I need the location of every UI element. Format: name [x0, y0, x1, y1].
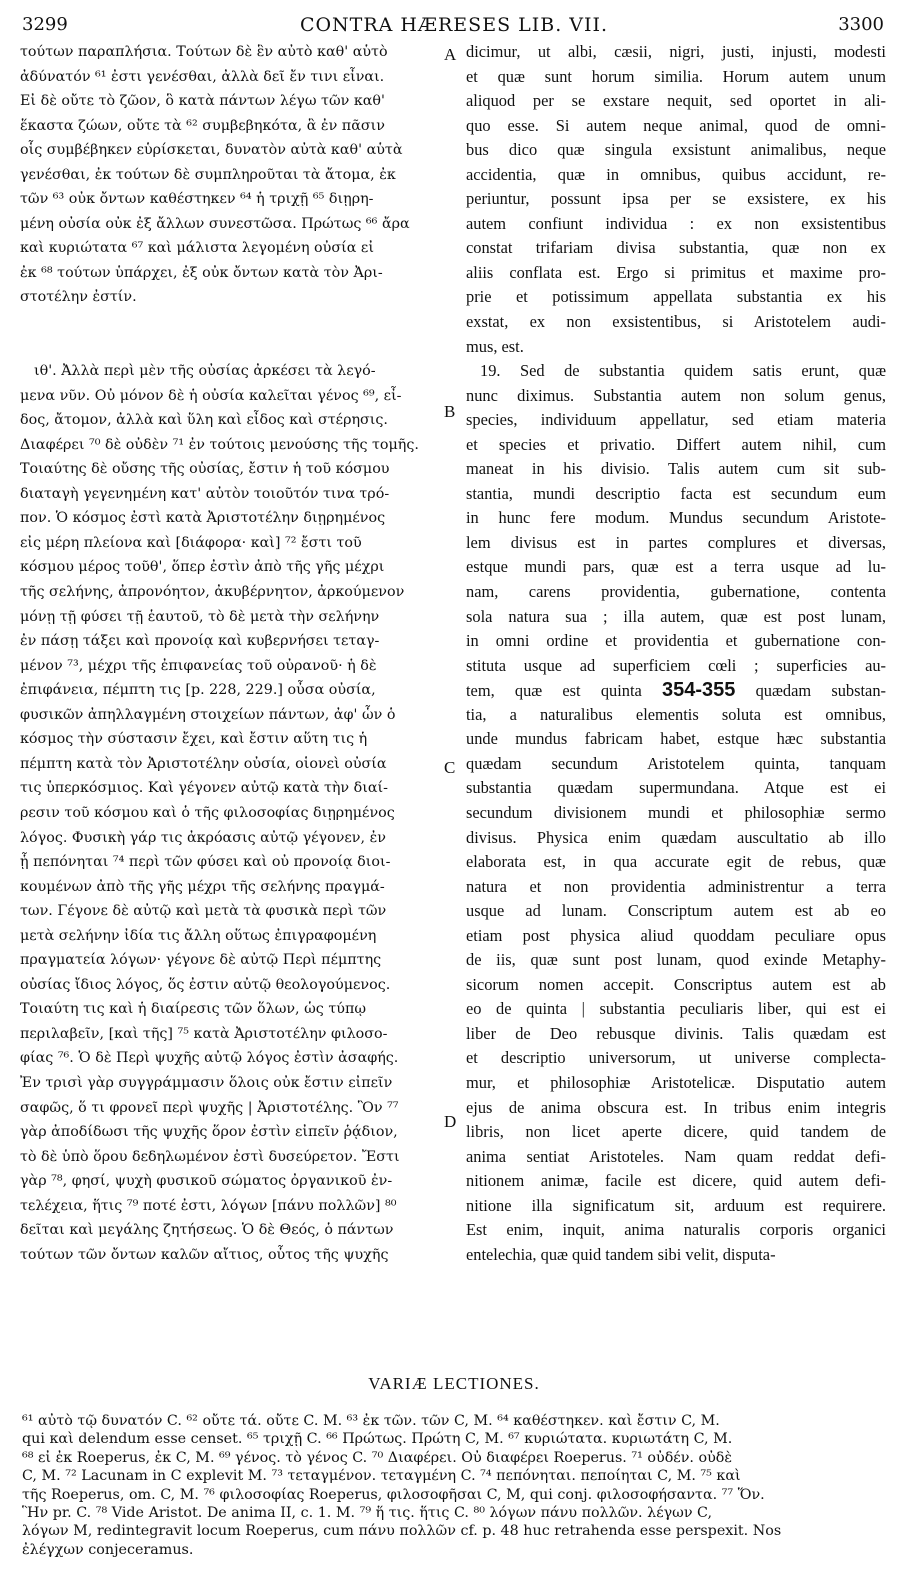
latin-text-line: et species et privatio. Differt autem nihil, cum — [466, 434, 886, 454]
latin-text-line: liber de Deo rebusque divinis. Talis quædam est — [466, 1023, 886, 1043]
latin-text-line: accidentia, quæ in omnibus, quibus accidunt, re- — [466, 164, 886, 184]
greek-text-line: γὰρ ⁷⁸, φησί, ψυχὴ φυσικοῦ σώματος ὀργανικοῦ ἐν- — [20, 1173, 393, 1190]
latin-text-line: de iis, quæ sunt post lunam, quod exinde Metaphy- — [466, 950, 886, 970]
latin-text-line: tem, quæ est quinta 354-355 quædam substan- — [466, 679, 886, 702]
latin-text-line: stituta usque ad superficiem cœli ; superficies au- — [466, 655, 886, 675]
latin-text-line: in omni ordine et providentia et gubernatione con- — [466, 631, 886, 651]
latin-text-line: et quæ sunt horum similia. Horum autem unum — [466, 66, 886, 86]
greek-text-line: τὸ δὲ ὑπὸ ὅρου δεδηλωμένον ἐστὶ δυσεύρετον. Ἔστι — [20, 1148, 400, 1165]
greek-text-line: μόνῃ τῇ φύσει τῇ ἑαυτοῦ, τὸ δὲ μετὰ τὴν σελήνην — [20, 608, 380, 625]
latin-text-line: periuntur, possunt ipsa per se exsistere, ex his — [466, 189, 886, 209]
greek-text-line: τούτων τῶν ὄντων καλῶν αἴτιος, οὗτος τῆς ψυχῆς — [20, 1246, 389, 1263]
greek-text-column — [20, 40, 448, 1267]
latin-text-line: lem divisus est in partes complures et diversas, — [466, 532, 886, 552]
latin-text-line: in hunc fere modum. Mundus secundum Aristote- — [466, 508, 886, 528]
section-marker-d: D — [444, 1112, 457, 1131]
latin-text-line: bus dico quæ singula exsistunt animalibus, neque — [466, 140, 886, 160]
greek-text-line: περιλαβεῖν, [καὶ τῆς] ⁷⁵ κατὰ Ἀριστοτέλην φιλοσο- — [20, 1025, 388, 1042]
greek-text-line: Ἐν τρισὶ γὰρ συγγράμμασιν ὅλοις οὐκ ἔστιν εἰπεῖν — [20, 1074, 393, 1091]
greek-text-line: τις ὑπερκόσμιος. Καὶ γέγονεν αὐτῷ κατὰ τὴν διαί- — [20, 780, 388, 797]
latin-text-line: secundum divisionem mundi et philosophiæ sermo — [466, 802, 886, 822]
greek-text-line: λόγος. Φυσικὴ γάρ τις ἀκρόασις αὐτῷ γέγονεν, ἐν — [20, 829, 386, 846]
greek-text-line: πέμπτη κατὰ τὸν Ἀριστοτέλην οὐσία, οἱονεὶ οὐσία — [20, 755, 387, 772]
latin-text-line: nitione illa significatum sit, arduum est requirere. — [466, 1195, 886, 1215]
greek-text-line: τῆς σελήνης, ἀπρονόητον, ἀκυβέρνητον, ἀρκούμενον — [20, 584, 405, 601]
variant-reading-line: ἐλέγχων conjeceramus. — [22, 1541, 194, 1558]
latin-text-line: estque mundi pars, quæ est a terra usque ad lu- — [466, 557, 886, 577]
latin-text-line: autem confiunt individua : ex non exsistentibus — [466, 213, 886, 233]
greek-text-line: διαταγὴ γεγενημένη κατ' αὐτὸν τοιοῦτόν τινα τρό- — [20, 485, 390, 502]
variant-readings-notes — [22, 1412, 888, 1559]
variant-reading-line: ⁶⁸ εἰ ἐκ Roeperus, ἐκ C, M. ⁶⁹ γένος. τὸ γένος C. ⁷⁰ Διαφέρει. Οὐ διαφέρει Roeperus. ⁷¹ οὐδέν. οὐδὲ — [22, 1449, 733, 1466]
section-marker-b: B — [444, 402, 456, 421]
greek-text-line: Εἰ δὲ οὔτε τὸ ζῶον, ὃ κατὰ πάντων λέγω τῶν καθ' — [20, 93, 385, 110]
latin-text-line: mur, et philosophiæ Aristotelicæ. Disputatio autem — [466, 1072, 886, 1092]
latin-text-line: anima sentiat Aristoteles. Nam quam reddat defi- — [466, 1146, 886, 1166]
latin-text-line: sicorum nomen accepit. Conscriptus autem est ab — [466, 974, 886, 994]
variant-reading-line: λόγων M, redintegravit locum Roeperus, cum πάνυ πολλῶν cf. p. 48 huc retrahenda esse perspexit. Nos — [22, 1523, 782, 1540]
greek-text-line: ἕκαστα ζώων, οὔτε τὰ ⁶² συμβεβηκότα, ἃ ἐν πᾶσιν — [20, 117, 385, 134]
greek-text-line: οὐσίας ἴδιος λόγος, ὅς ἐστιν αὐτῷ θεολογούμενος. — [20, 976, 391, 993]
greek-text-line: ιθ'. Ἀλλὰ περὶ μὲν τῆς οὐσίας ἀρκέσει τὰ λεγό- — [34, 363, 376, 380]
variant-reading-line: C, M. ⁷² Lacunam in C explevit M. ⁷³ τεταγμένον. τεταγμένη C. ⁷⁴ πεπόνηται. πεποίηται C, M. ⁷⁵ καὶ — [22, 1468, 741, 1485]
running-title: CONTRA HÆRESES LIB. VII. — [299, 14, 609, 36]
latin-text-line: eo de quinta | substantia peculiaris liber, qui est ei — [466, 999, 886, 1019]
latin-text-line: stantia, mundi descriptio facta est secundum eum — [466, 483, 886, 503]
variant-reading-line: τῆς Roeperus, om. C, M. ⁷⁶ φιλοσοφίας Roeperus, φιλοσοφῆσαι C, M, qui conj. φιλοσοφήσαντα. ⁷⁷ Ὅν. — [22, 1486, 765, 1503]
greek-text-line: ᾗ πεπόνηται ⁷⁴ περὶ τῶν φύσει καὶ οὐ προνοίᾳ διοι- — [20, 854, 391, 871]
greek-text-line: εἰς μέρη πλείονα καὶ [διάφορα· καὶ] ⁷² ἔστι τοῦ — [20, 534, 362, 551]
latin-text-line: aliis conflata est. Ergo si primitus et maxime pro- — [466, 262, 886, 282]
greek-text-line: τῶν ⁶³ οὐκ ὄντων καθέστηκεν ⁶⁴ ἡ τριχῇ ⁶⁵ διῃρη- — [20, 191, 374, 208]
latin-text-column — [466, 40, 886, 1267]
greek-text-line: μένη οὐσία οὐκ ἐξ ἄλλων συνεστῶσα. Πρώτως ⁶⁶ ἄρα — [20, 215, 410, 232]
greek-text-line: μετὰ σελήνην ἰδία τις ἄλλη οὕτως ἐπιγραφομένη — [20, 927, 377, 944]
latin-text-line: species, individuum appellatur, sed etiam materia — [466, 410, 886, 430]
greek-text-line: πον. Ὁ κόσμος ἐστὶ κατὰ Ἀριστοτέλην διῃρημένος — [20, 510, 386, 527]
greek-text-line: Διαφέρει ⁷⁰ δὲ οὐδὲν ⁷¹ ἐν τούτοις μενούσης τῆς τομῆς. — [20, 436, 419, 453]
greek-text-line: κόσμου μέρος τοῦθ', ὅπερ ἐστὶν ἀπὸ τῆς γῆς μέχρι — [20, 559, 385, 576]
greek-text-line: ἀδύνατόν ⁶¹ ἐστι γενέσθαι, ἀλλὰ δεῖ ἔν τινι εἶναι. — [20, 68, 385, 85]
blank-line — [20, 310, 448, 335]
greek-text-line: ἐκ ⁶⁸ τούτων ὑπάρχει, ἐξ οὐκ ὄντων κατὰ τὸν Ἀρι- — [20, 264, 383, 281]
variant-reading-line: qui καὶ delendum esse censet. ⁶⁵ τριχῇ C. ⁶⁶ Πρώτως. Πρώτη C, M. ⁶⁷ κυριώτατα. κυριωτάτη C, M. — [22, 1431, 733, 1448]
latin-text-line: maneat in his divisio. Talis autem cum sit sub- — [466, 459, 886, 479]
section-marker-c: C — [444, 758, 456, 777]
latin-text-line: aliquod per se exstare nequit, sed oportet in ali- — [466, 91, 886, 111]
greek-text-line: φίας ⁷⁶. Ὁ δὲ Περὶ ψυχῆς αὐτῷ λόγος ἐστὶν ἀσαφής. — [20, 1050, 399, 1067]
greek-text-line: δεῖται καὶ μεγάλης ζητήσεως. Ὁ δὲ Θεός, ὁ πάντων — [20, 1222, 394, 1239]
latin-text-line: elaborata est, in qua accurate egit de rebus, quæ — [466, 852, 886, 872]
greek-text-line: μενα νῦν. Οὐ μόνον δὲ ἡ οὐσία καλεῖται γένος ⁶⁹, εἶ- — [20, 387, 402, 404]
greek-text-line: δος, ἄτομον, ἀλλὰ καὶ ὕλη καὶ εἶδος καὶ στέρησις. — [20, 412, 388, 429]
greek-text-line: γὰρ ἀποδίδωσι τῆς ψυχῆς ὅρον ἐστὶν εἰπεῖν ῥᾴδιον, — [20, 1124, 398, 1141]
greek-text-line: τελέχεια, ἥτις ⁷⁹ ποτέ ἐστι, λόγων [πάνυ πολλῶν] ⁸⁰ — [20, 1197, 397, 1214]
variant-reading-line: ⁶¹ αὐτὸ τῷ δυνατόν C. ⁶² οὔτε τά. οὔτε C. M. ⁶³ ἐκ τῶν. τῶν C, M. ⁶⁴ καθέστηκεν. καὶ ἔστιν C, M. — [22, 1413, 720, 1429]
running-header — [0, 8, 908, 36]
greek-text-line: μένον ⁷³, μέχρι τῆς ἐπιφανείας τοῦ οὐρανοῦ· ἡ δὲ — [20, 657, 377, 674]
latin-text-line: etiam post physica aliud quoddam peculiare opus — [466, 925, 886, 945]
variant-reading-line: Ἣν pr. C. ⁷⁸ Vide Aristot. De anima II, c. 1. M. ⁷⁹ ἥ τις. ἥτις C. ⁸⁰ λόγων πάνυ πολλῶν. λέγων C, — [22, 1505, 713, 1522]
latin-text-line: quo esse. Si autem neque animal, quod de omni- — [466, 115, 886, 135]
greek-text-line: ρεσιν τοῦ κόσμου καὶ ὁ τῆς φιλοσοφίας διῃρημένος — [20, 804, 395, 821]
latin-text-line: libris, non licet aperte dicere, quid tandem de — [466, 1122, 886, 1142]
latin-text-line: sola natura sua ; illa autem, quæ est post lunam, — [466, 606, 886, 626]
latin-text-line: usque ad lunam. Conscriptum autem est ab eo — [466, 901, 886, 921]
greek-text-line: καὶ κυριώτατα ⁶⁷ καὶ μάλιστα λεγομένη οὐσία εἰ — [20, 240, 374, 257]
latin-text-line: dicimur, ut albi, cæsii, nigri, justi, injusti, modesti — [466, 42, 886, 61]
greek-text-line: στοτέλην ἐστίν. — [20, 289, 137, 306]
latin-text-line: divisus. Physica enim quædam auscultatio ab illo — [466, 827, 886, 847]
latin-text-line: tia, a naturalibus elementis soluta est omnibus, — [466, 704, 886, 724]
greek-text-line: ἐν πάσῃ τάξει καὶ προνοίᾳ καὶ κυβερνήσει τεταγ- — [20, 633, 380, 650]
greek-text-line: σαφῶς, ὅ τι φρονεῖ περὶ ψυχῆς | Ἀριστοτέλης. Ὃν ⁷⁷ — [20, 1099, 399, 1116]
greek-text-line: τούτων παραπλήσια. Τούτων δὲ ἓν αὐτὸ καθ' αὑτὸ — [20, 44, 388, 60]
latin-text-line: Est enim, inquit, anima naturalis corporis organici — [466, 1220, 886, 1240]
greek-text-line: κόσμος τὴν σύστασιν ἔχει, καὶ ἔστιν αὕτη τις ἡ — [20, 731, 368, 748]
greek-text-line: Τοιαύτης δὲ οὔσης τῆς οὐσίας, ἔστιν ἡ τοῦ κόσμου — [20, 461, 390, 478]
greek-text-line: κουμένων ἀπὸ τῆς γῆς μέχρι τῆς σελήνης πραγμά- — [20, 878, 385, 895]
page-number-left: 3299 — [22, 14, 68, 35]
greek-text-line: Τοιαύτη τις καὶ ἡ διαίρεσις τῶν ὅλων, ὡς τύπῳ — [20, 1001, 367, 1018]
latin-text-line: entelechia, quæ quid tandem sibi velit, disputa- — [466, 1244, 776, 1264]
latin-text-line: exstat, ex non exsistentibus, si Aristotelem audi- — [466, 312, 886, 332]
greek-text-line: οἷς συμβέβηκεν εὑρίσκεται, δυνατὸν αὐτὰ καθ' αὑτὰ — [20, 142, 403, 159]
latin-text-line: et descriptio universorum, ut universe complecta- — [466, 1048, 886, 1068]
latin-text-line: substantia quædam supermundana. Atque est ei — [466, 778, 886, 798]
latin-text-line: prie et potissimum appellata substantia ex his — [466, 287, 886, 307]
greek-text-line: φυσικῶν ἀπηλλαγμένη στοιχείων πάντων, ἀφ' ὧν ὁ — [20, 706, 396, 723]
latin-text-line: ejus de anima obscura est. In tribus enim integris — [466, 1097, 886, 1117]
latin-text-line: natura et non providentia administrentur a terra — [466, 876, 886, 896]
greek-text-line: ἐπιφάνεια, πέμπτη τις [p. 228, 229.] οὖσα οὐσία, — [20, 682, 376, 699]
latin-text-line: nunc diximus. Substantia autem non solum genus, — [466, 385, 886, 405]
latin-text-line: quædam secundum Aristotelem quinta, tanquam — [466, 753, 886, 773]
page-number-right: 3300 — [838, 14, 884, 35]
migne-page-reference: 354-355 — [662, 679, 736, 702]
latin-text-line: mus, est. — [466, 336, 524, 356]
latin-text-line: unde mundus fabricam habet, estque hæc substantia — [466, 729, 886, 749]
greek-text-line: πραγματεία λόγων· γέγονε δὲ αὐτῷ Περὶ πέμπτης — [20, 952, 382, 969]
latin-text-line: 19. Sed de substantia quidem satis erunt, quæ — [480, 361, 886, 381]
latin-text-line: nam, carens providentia, gubernatione, contenta — [466, 582, 886, 602]
variae-lectiones-heading: VARIÆ LECTIONES. — [368, 1374, 540, 1393]
greek-text-line: των. Γέγονε δὲ αὐτῷ καὶ μετὰ τὰ φυσικὰ περὶ τῶν — [20, 903, 387, 920]
blank-line — [20, 335, 448, 360]
latin-text-line: nitionem animæ, facile est dicere, quid autem defi- — [466, 1171, 886, 1191]
section-marker-a: A — [444, 45, 457, 64]
latin-text-line: constat trifariam divisa substantia, quæ non ex — [466, 238, 886, 258]
greek-text-line: γενέσθαι, ἐκ τούτων δὲ συμπληροῦται τὰ ἄτομα, ἐκ — [20, 166, 396, 183]
